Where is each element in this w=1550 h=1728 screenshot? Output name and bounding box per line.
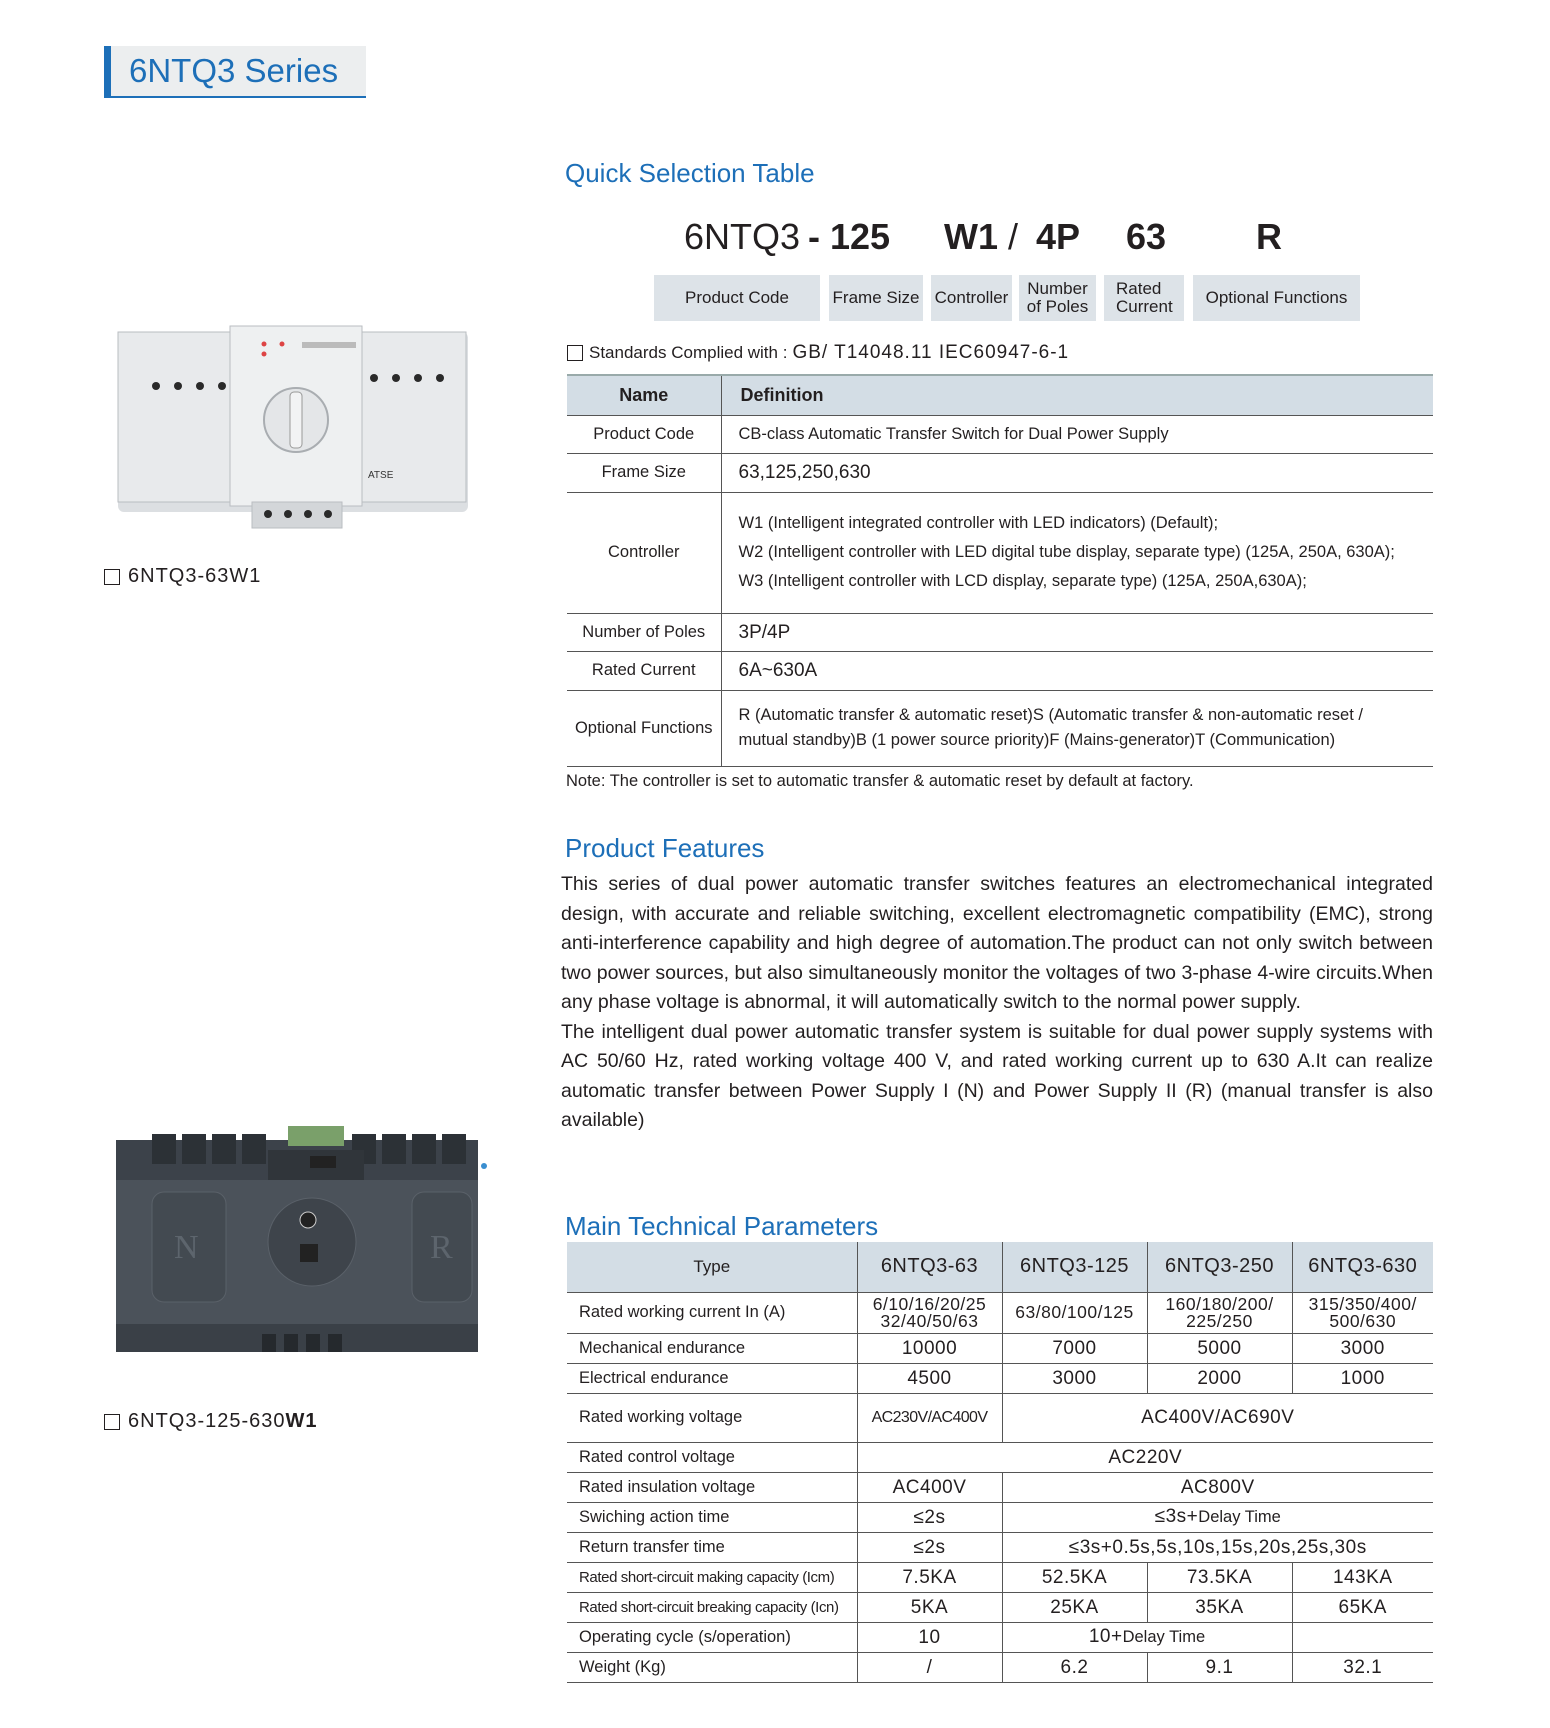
- features-paragraph-1: This series of dual power automatic transfer switches features an electromechanical integrated design, with accurate and reliable switching, excellent electromagnetic compatibility (EMC), strong anti-interference capability and high degree of automation.The product can not only switch between two power sources, but also simultaneously monitor the voltages of two 3-phase 4-wire circuits.When any phase voltage is abnormal, it will automatically switch to the normal power supply.: [561, 873, 1433, 1013]
- table-row: Operating cycle (s/operation) 10 10+Delay Time: [567, 1622, 1433, 1652]
- table-row: Product Code CB-class Automatic Transfer Switch for Dual Power Supply: [567, 415, 1433, 453]
- table-row: Optional Functions R (Automatic transfer & automatic reset)S (Automatic transfer & non-automatic reset / mutual standby)B (1 power source priority)F (Mains-generator)T (Communication): [567, 690, 1433, 766]
- table-row: Swiching action time ≤2s ≤3s+Delay Time: [567, 1502, 1433, 1532]
- table-row: Rated short-circuit making capacity (Icm) 7.5KA 52.5KA 73.5KA 143KA: [567, 1562, 1433, 1592]
- code-frame: - 125: [808, 216, 891, 257]
- table-row: Controller W1 (Intelligent integrated controller with LED indicators) (Default); W2 (Intelligent controller with LED digital tube display, separate type) (125A, 250A, 630A); W3 (Intelligent controller with LCD display, separate type) (125A, 250A,630A);: [567, 492, 1433, 613]
- features-paragraph-2: The intelligent dual power automatic transfer system is suitable for dual power supply systems with AC 50/60 Hz, rated working voltage 400 V, and rated working current up to 630 A.It can realize automatic transfer between Power Supply I (N) and Power Supply II (R) (manual transfer is also available): [561, 1020, 1433, 1131]
- code-poles: 4P: [1036, 216, 1081, 257]
- features-title: Product Features: [565, 833, 765, 863]
- r-print: R: [430, 1229, 453, 1266]
- table-row: Rated working current In (A) 6/10/16/20/25 32/40/50/63 63/80/100/125 160/180/200/ 225/250 315/350/400/ 500/630: [567, 1292, 1433, 1333]
- standards-line: Standards Complied with : GB/ T14048.11 IEC60947-6-1: [567, 342, 1069, 364]
- table-row: Rated working voltage AC230V/AC400V AC400V/AC690V: [567, 1393, 1433, 1442]
- table-row: Rated short-circuit breaking capacity (Icn) 5KA 25KA 35KA 65KA: [567, 1592, 1433, 1622]
- atse-print: ATSE: [368, 470, 394, 481]
- checkbox-icon: [104, 1414, 120, 1430]
- code-controller: W1: [944, 216, 998, 257]
- definition-table: [567, 374, 1433, 767]
- table-row: Number of Poles 3P/4P: [567, 613, 1433, 651]
- code-product: 6NTQ3: [684, 216, 801, 257]
- label-frame-size: Frame Size: [829, 275, 923, 321]
- table-row: Rated Current 6A~630A: [567, 651, 1433, 690]
- header-name: Name: [567, 375, 721, 415]
- code-optional: R: [1256, 216, 1282, 257]
- product-image-125-630w1: [112, 1120, 487, 1370]
- features-text: [561, 870, 1433, 1136]
- code-slash: /: [1008, 216, 1019, 257]
- table-row: Rated insulation voltage AC400V AC800V: [567, 1472, 1433, 1502]
- n-print: N: [174, 1229, 199, 1266]
- table-row: Rated control voltage AC220V: [567, 1442, 1433, 1472]
- label-optional-functions: Optional Functions: [1193, 275, 1360, 321]
- table-header-row: Type 6NTQ3-63 6NTQ3-125 6NTQ3-250 6NTQ3-630: [567, 1242, 1433, 1292]
- series-title: 6NTQ3 Series: [104, 46, 366, 98]
- table-row: Weight (Kg) / 6.2 9.1 32.1: [567, 1652, 1433, 1682]
- label-number-of-poles: Number of Poles: [1019, 275, 1096, 321]
- table-row: Mechanical endurance 10000 7000 5000 3000: [567, 1333, 1433, 1363]
- label-product-code: Product Code: [654, 275, 820, 321]
- checkbox-icon: [567, 345, 583, 361]
- header-definition: Definition: [721, 375, 1433, 415]
- tech-params-title: Main Technical Parameters: [565, 1211, 879, 1241]
- code-current: 63: [1126, 216, 1167, 257]
- checkbox-icon: [104, 569, 120, 585]
- technical-parameters-table: [567, 1242, 1433, 1683]
- table-row: Electrical endurance 4500 3000 2000 1000: [567, 1363, 1433, 1393]
- caption-63w1: 6NTQ3-63W1: [104, 565, 261, 588]
- caption-125-630w1: 6NTQ3-125-630 W1: [104, 1410, 318, 1433]
- table-row: Return transfer time ≤2s ≤3s+0.5s,5s,10s,15s,20s,25s,30s: [567, 1532, 1433, 1562]
- label-rated-current: Rated Current: [1104, 275, 1184, 321]
- label-controller: Controller: [931, 275, 1012, 321]
- table-row: Frame Size 63,125,250,630: [567, 453, 1433, 492]
- product-image-63w1: [112, 322, 472, 532]
- quick-selection-title: Quick Selection Table: [565, 158, 815, 188]
- controller-note: Note: The controller is set to automatic transfer & automatic reset by default at factory.: [566, 772, 1194, 790]
